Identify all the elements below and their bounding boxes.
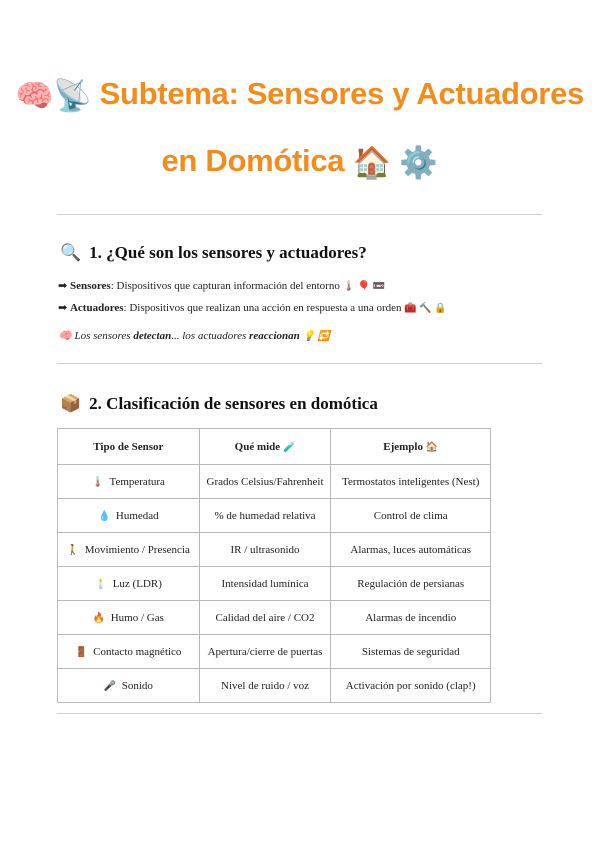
actuator-icons: 🧰 🔨 🔒 [404, 303, 447, 314]
cell-tipo [58, 499, 200, 533]
table-row [58, 465, 491, 499]
section2-heading-text: 2. Clasificación de sensores en domótica [89, 394, 378, 413]
title-text-1: Subtema: Sensores y Actuadores [99, 76, 584, 111]
droplet-icon: 💧 [97, 510, 111, 522]
note-reaccionan: reaccionan [249, 330, 300, 342]
actuadores-text: : Dispositivos que realizan una acción en respuesta a una orden [123, 302, 402, 314]
tipo-label: Luz (LDR) [112, 577, 162, 590]
header-tipo: Tipo de Sensor [58, 429, 200, 465]
table-row [58, 567, 491, 601]
table-header-row [58, 429, 491, 465]
sensores-term: Sensores [69, 280, 111, 292]
cell-mide: % de humedad relativa [199, 499, 331, 533]
cell-ejemplo: Alarmas de incendio [331, 601, 491, 635]
door-icon: 🚪 [75, 646, 88, 658]
box-icon: 📦 [60, 394, 82, 413]
cell-tipo [58, 465, 200, 499]
note-detectan: detectan [133, 330, 172, 342]
sensor-table [57, 428, 491, 703]
bulb-repeat-icons: 💡 🔁 [302, 331, 330, 342]
summary-note [58, 329, 330, 342]
tipo-label: Movimiento / Presencia [84, 543, 190, 556]
fire-icon: 🔥 [92, 612, 106, 624]
table-row [58, 669, 491, 703]
house-icon: 🏠 [425, 441, 439, 453]
table-row [58, 533, 491, 567]
table-row [58, 499, 491, 533]
tipo-label: Humo / Gas [110, 611, 164, 624]
brain-icon: 🧠 [15, 77, 54, 113]
brain-icon: 🧠 [58, 330, 72, 342]
satellite-icon: 📡 [53, 77, 92, 113]
cell-ejemplo: Sistemas de seguridad [331, 635, 491, 669]
actuadores-term: Actuadores [69, 302, 124, 314]
cell-mide: Calidad del aire / CO2 [199, 601, 331, 635]
thermometer-icon: 🌡️ [91, 476, 105, 488]
tipo-label: Contacto magnético [93, 645, 182, 658]
header-ejemplo: Ejemplo 🏠 [331, 429, 491, 465]
cell-ejemplo: Activación por sonido (clap!) [331, 669, 491, 703]
candle-icon: 🕯️ [94, 578, 108, 590]
divider [57, 363, 542, 364]
document-title-line2 [0, 142, 599, 182]
cell-tipo [58, 635, 200, 669]
cell-ejemplo: Alarmas, luces automáticas [331, 533, 491, 567]
house-icon: 🏠 [352, 144, 391, 180]
cell-tipo [58, 533, 200, 567]
actuadores-definition [58, 301, 447, 314]
cell-mide: Nivel de ruido / voz [199, 669, 331, 703]
cell-mide: IR / ultrasonido [199, 533, 331, 567]
header-mide: Qué mide 🧪 [199, 429, 331, 465]
microphone-icon: 🎤 [103, 680, 117, 692]
cell-mide: Grados Celsius/Fahrenheit [199, 465, 331, 499]
sensor-icons: 🌡️ 🎈 📼 [342, 281, 385, 292]
magnifier-icon: 🔍 [60, 243, 82, 262]
cell-tipo [58, 601, 200, 635]
sensores-definition [58, 279, 385, 292]
section1-heading [60, 243, 367, 263]
cell-ejemplo: Regulación de persianas [331, 567, 491, 601]
document-title-line1 [0, 75, 599, 115]
tipo-label: Humedad [115, 509, 159, 522]
note-part1: Los sensores [74, 330, 134, 342]
tipo-label: Temperatura [109, 475, 165, 488]
tipo-label: Sonido [121, 679, 153, 692]
note-part2: ... los actuadores [171, 330, 250, 342]
title-text-2: en Domótica [161, 143, 345, 178]
section1-heading-text: 1. ¿Qué son los sensores y actuadores? [89, 243, 367, 262]
divider [57, 214, 542, 215]
test-tube-icon: 🧪 [282, 441, 296, 453]
divider [57, 713, 542, 714]
section2-heading [60, 394, 378, 414]
cell-ejemplo: Termostatos inteligentes (Nest) [331, 465, 491, 499]
table-row [58, 601, 491, 635]
gear-icon: ⚙️ [399, 144, 438, 180]
cell-mide: Apertura/cierre de puertas [199, 635, 331, 669]
arrow-icon: ➡ [58, 280, 68, 292]
cell-mide: Intensidad lumínica [199, 567, 331, 601]
arrow-icon: ➡ [58, 302, 68, 314]
cell-tipo [58, 669, 200, 703]
cell-tipo [58, 567, 200, 601]
sensores-text: : Dispositivos que capturan información del entorno [110, 280, 340, 292]
walking-person-icon: 🚶 [66, 544, 80, 556]
cell-ejemplo: Control de clima [331, 499, 491, 533]
table-row [58, 635, 491, 669]
